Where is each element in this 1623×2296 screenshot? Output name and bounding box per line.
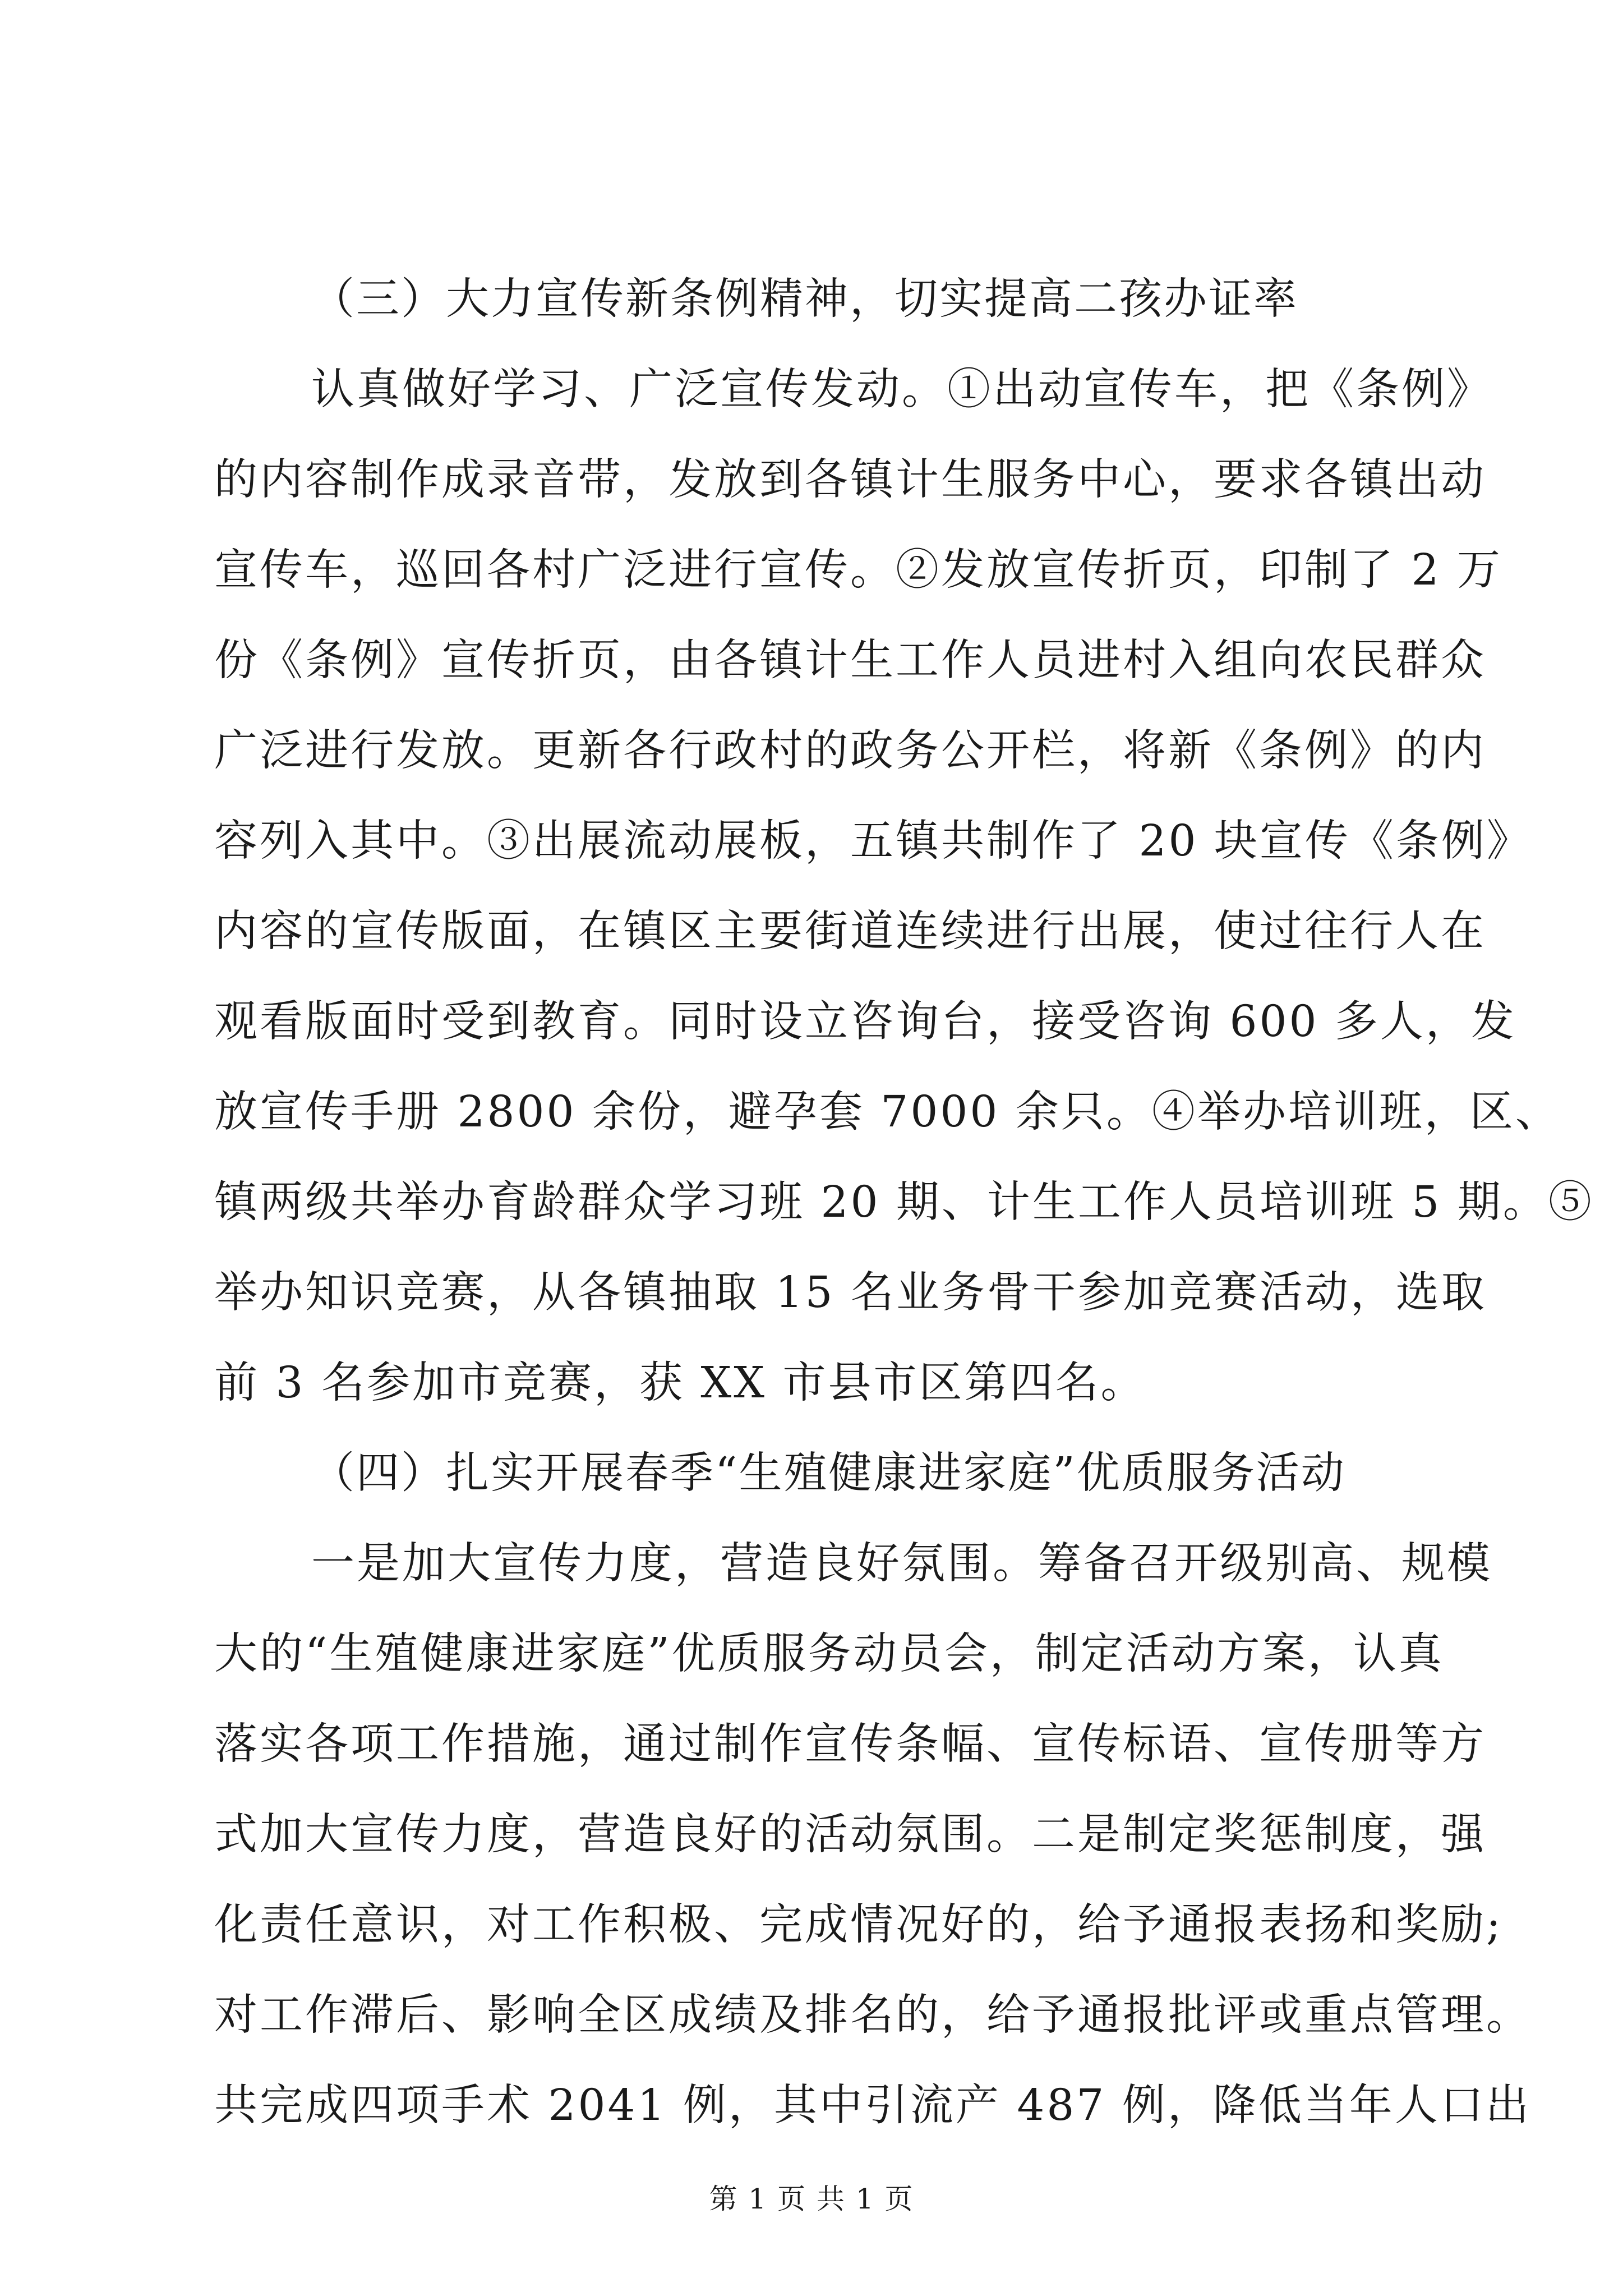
- paragraph-line: 一是加大宣传力度，营造良好氛围。筹备召开级别高、规模: [311, 1539, 1492, 1589]
- paragraph-line: 镇两级共举办育龄群众学习班 20 期、计生工作人员培训班 5 期。⑤: [214, 1177, 1594, 1227]
- section-heading-3: （三）大力宣传新条例精神，切实提高二孩办证率: [311, 274, 1298, 324]
- paragraph-line: 容列入其中。③出展流动展板，五镇共制作了 20 块宣传《条例》: [214, 816, 1532, 866]
- paragraph-line: 化责任意识，对工作积极、完成情况好的，给予通报表扬和奖励;: [214, 1900, 1503, 1950]
- paragraph-line: 共完成四项手术 2041 例，其中引流产 487 例，降低当年人口出: [214, 2081, 1531, 2131]
- paragraph-line: 内容的宣传版面，在镇区主要街道连续进行出展，使过往行人在: [214, 907, 1486, 956]
- paragraph-line: 观看版面时受到教育。同时设立咨询台，接受咨询 600 多人，发: [214, 997, 1516, 1047]
- paragraph-line: 落实各项工作措施，通过制作宣传条幅、宣传标语、宣传册等方: [214, 1719, 1486, 1769]
- page-number-footer: 第 1 页 共 1 页: [709, 2183, 914, 2215]
- paragraph-line: 认真做好学习、广泛宣传发动。①出动宣传车，把《条例》: [311, 365, 1492, 415]
- paragraph-line: 放宣传手册 2800 余份，避孕套 7000 余只。④举办培训班，区、: [214, 1087, 1561, 1137]
- paragraph-line: 广泛进行发放。更新各行政村的政务公开栏，将新《条例》的内: [214, 726, 1486, 776]
- paragraph-line: 大的“生殖健康进家庭”优质服务动员会，制定活动方案，认真: [214, 1629, 1444, 1679]
- section-heading-4: （四）扎实开展春季“生殖健康进家庭”优质服务活动: [311, 1448, 1346, 1498]
- paragraph-line: 举办知识竞赛，从各镇抽取 15 名业务骨干参加竞赛活动，选取: [214, 1268, 1487, 1318]
- paragraph-line: 份《条例》宣传折页，由各镇计生工作人员进村入组向农民群众: [214, 636, 1486, 685]
- paragraph-line: 前 3 名参加市竞赛，获 XX 市县市区第四名。: [214, 1358, 1146, 1408]
- paragraph-line: 对工作滞后、影响全区成绩及排名的，给予通报批评或重点管理。: [214, 1990, 1532, 2040]
- paragraph-line: 宣传车，巡回各村广泛进行宣传。②发放宣传折页，印制了 2 万: [214, 545, 1502, 595]
- paragraph-line: 的内容制作成录音带，发放到各镇计生服务中心，要求各镇出动: [214, 455, 1486, 505]
- paragraph-line: 式加大宣传力度，营造良好的活动氛围。二是制定奖惩制度，强: [214, 1810, 1486, 1860]
